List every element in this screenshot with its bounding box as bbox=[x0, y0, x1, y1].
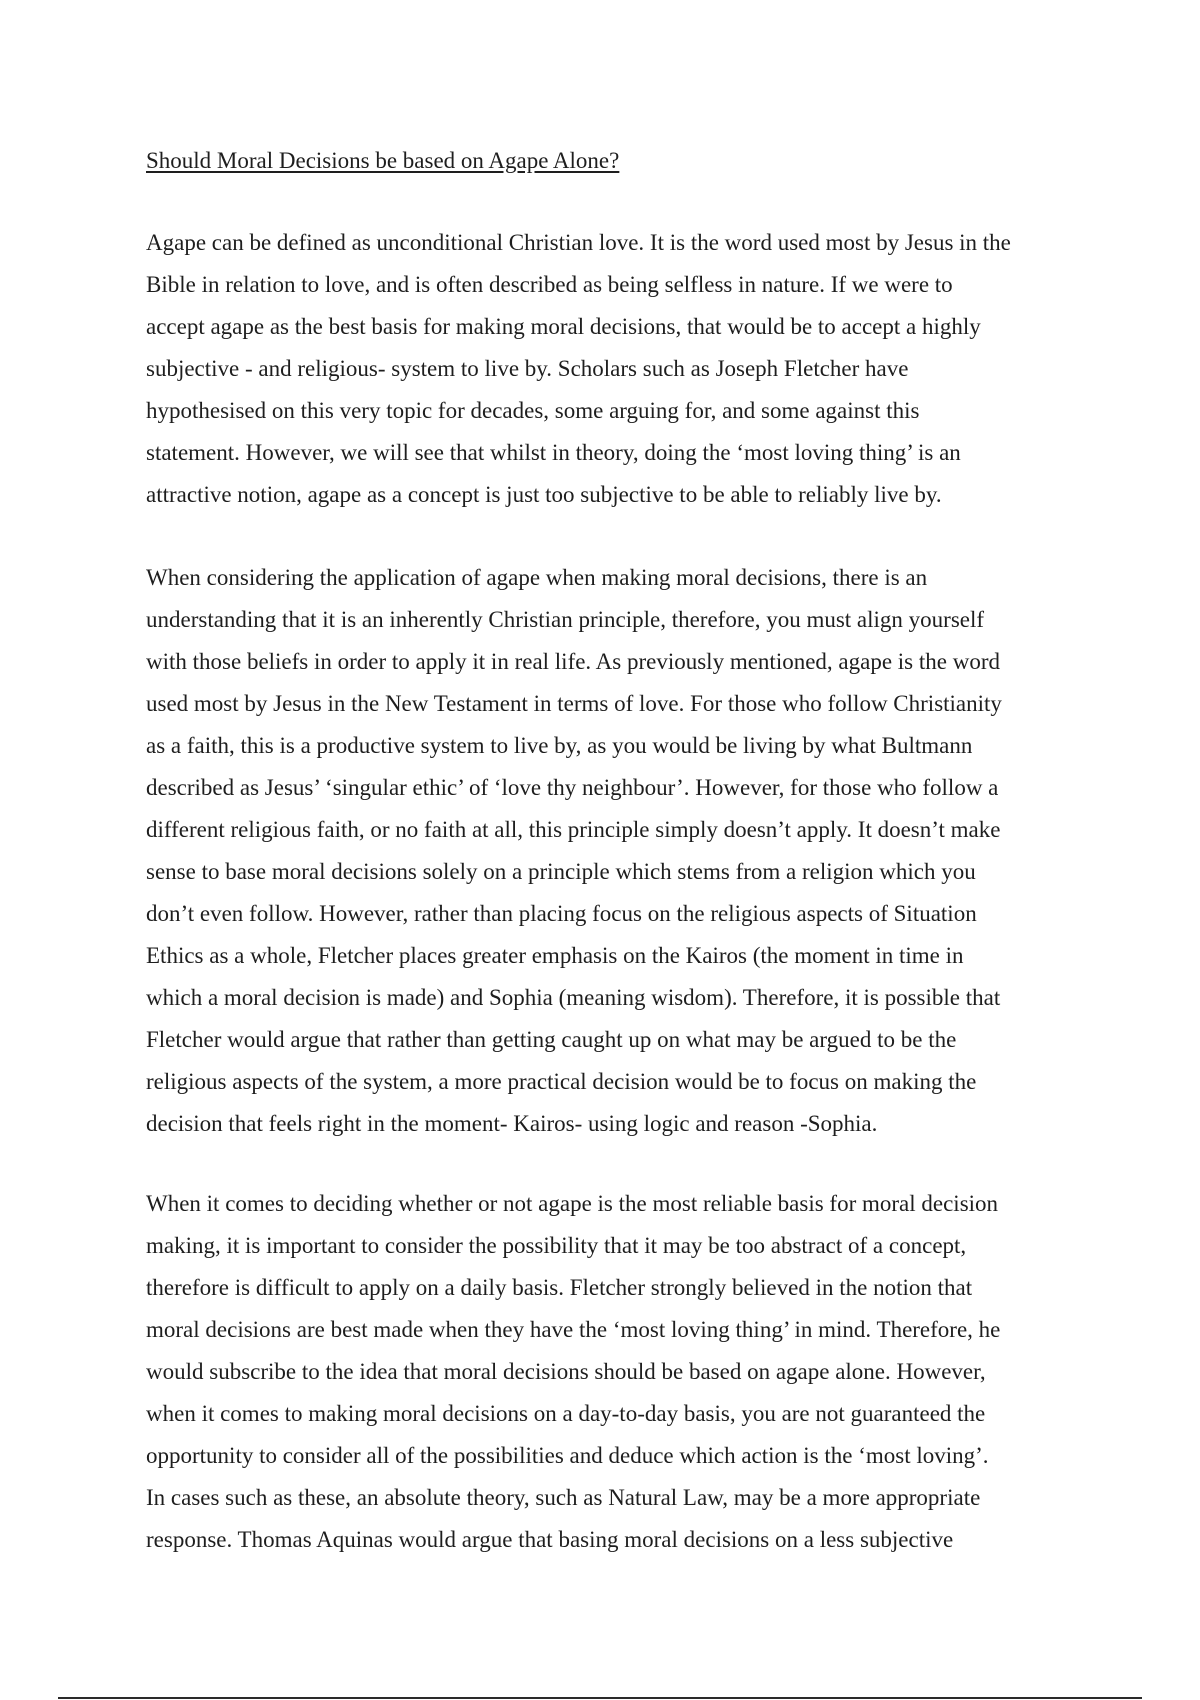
paragraph-line: moral decisions are best made when they have the ‘most loving thing’ in mind. Therefore, he bbox=[146, 1317, 1001, 1342]
paragraph-line: Fletcher would argue that rather than getting caught up on what may be argued to be the bbox=[146, 1027, 957, 1052]
paragraph-line: Agape can be defined as unconditional Christian love. It is the word used most by Jesus in the bbox=[146, 230, 1011, 255]
paragraph-2 bbox=[146, 557, 1086, 1145]
paragraph-line: which a moral decision is made) and Sophia (meaning wisdom). Therefore, it is possible that bbox=[146, 985, 1001, 1010]
paragraph-line: hypothesised on this very topic for decades, some arguing for, and some against this bbox=[146, 398, 920, 423]
paragraph-line: therefore is difficult to apply on a daily basis. Fletcher strongly believed in the notion that bbox=[146, 1275, 973, 1300]
paragraph-line: Bible in relation to love, and is often described as being selfless in nature. If we were to bbox=[146, 272, 953, 297]
paragraph-3 bbox=[146, 1183, 1086, 1561]
paragraph-line: with those beliefs in order to apply it in real life. As previously mentioned, agape is the word bbox=[146, 649, 1000, 674]
paragraph-line: When considering the application of agape when making moral decisions, there is an bbox=[146, 565, 928, 590]
page-bottom-rule bbox=[58, 1697, 1142, 1699]
paragraph-line: decision that feels right in the moment- Kairos- using logic and reason -Sophia. bbox=[146, 1111, 878, 1136]
paragraph-1 bbox=[146, 222, 1086, 516]
paragraph-line: used most by Jesus in the New Testament in terms of love. For those who follow Christianity bbox=[146, 691, 1002, 716]
paragraph-line: response. Thomas Aquinas would argue that basing moral decisions on a less subjective bbox=[146, 1527, 954, 1552]
paragraph-line: religious aspects of the system, a more practical decision would be to focus on making the bbox=[146, 1069, 977, 1094]
paragraph-line: In cases such as these, an absolute theory, such as Natural Law, may be a more appropriate bbox=[146, 1485, 981, 1510]
paragraph-line: subjective - and religious- system to live by. Scholars such as Joseph Fletcher have bbox=[146, 356, 909, 381]
paragraph-line: would subscribe to the idea that moral decisions should be based on agape alone. However, bbox=[146, 1359, 986, 1384]
paragraph-line: opportunity to consider all of the possibilities and deduce which action is the ‘most loving’. bbox=[146, 1443, 989, 1468]
paragraph-line: described as Jesus’ ‘singular ethic’ of ‘love thy neighbour’. However, for those who follow a bbox=[146, 775, 999, 800]
paragraph-line: attractive notion, agape as a concept is just too subjective to be able to reliably live by. bbox=[146, 482, 942, 507]
paragraph-line: sense to base moral decisions solely on a principle which stems from a religion which you bbox=[146, 859, 976, 884]
document-title: Should Moral Decisions be based on Agape Alone? bbox=[146, 148, 620, 173]
paragraph-line: Ethics as a whole, Fletcher places greater emphasis on the Kairos (the moment in time in bbox=[146, 943, 964, 968]
paragraph-line: accept agape as the best basis for making moral decisions, that would be to accept a highly bbox=[146, 314, 981, 339]
paragraph-line: When it comes to deciding whether or not agape is the most reliable basis for moral decision bbox=[146, 1191, 999, 1216]
paragraph-line: making, it is important to consider the possibility that it may be too abstract of a concept, bbox=[146, 1233, 967, 1258]
paragraph-line: understanding that it is an inherently Christian principle, therefore, you must align yourself bbox=[146, 607, 985, 632]
paragraph-line: as a faith, this is a productive system to live by, as you would be living by what Bultmann bbox=[146, 733, 973, 758]
paragraph-line: don’t even follow. However, rather than placing focus on the religious aspects of Situation bbox=[146, 901, 977, 926]
paragraph-line: different religious faith, or no faith at all, this principle simply doesn’t apply. It doesn’t make bbox=[146, 817, 1001, 842]
paragraph-line: statement. However, we will see that whilst in theory, doing the ‘most loving thing’ is an bbox=[146, 440, 961, 465]
paragraph-line: when it comes to making moral decisions on a day-to-day basis, you are not guaranteed the bbox=[146, 1401, 986, 1426]
